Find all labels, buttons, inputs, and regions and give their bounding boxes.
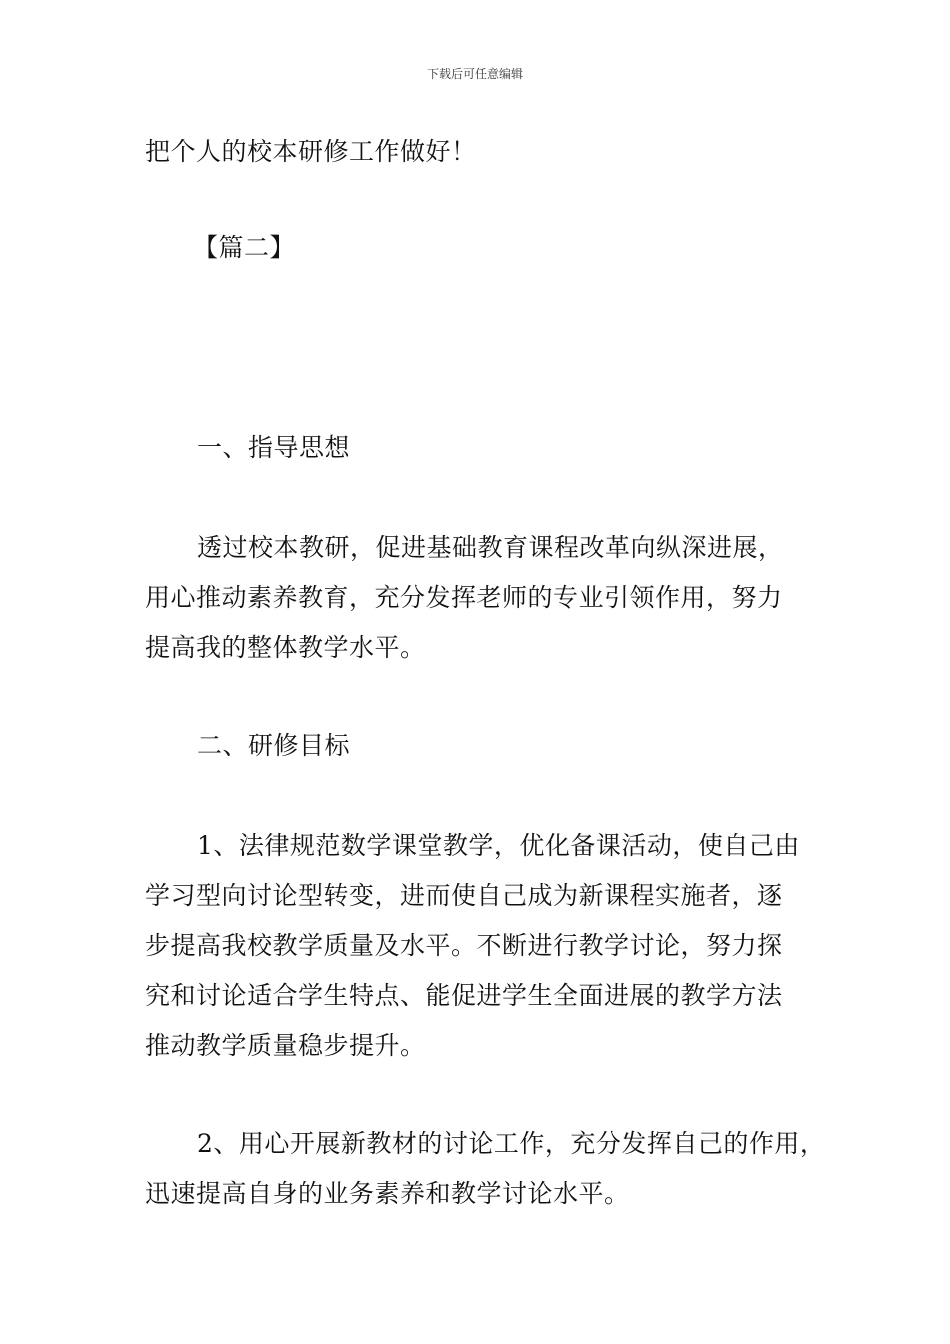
- list-item-line: 步提高我校教学质量及水平。不断进行教学讨论，努力探: [145, 931, 783, 960]
- list-item-line: 学习型向讨论型转变，进而使自己成为新课程实施者，逐: [145, 881, 783, 910]
- section-title: 【篇二】: [193, 233, 296, 262]
- list-item-line: 1、法律规范数学课堂教学，优化备课活动，使自己由: [197, 831, 800, 860]
- list-item-line: 2、用心开展新教材的讨论工作，充分发挥自己的作用，: [197, 1129, 826, 1158]
- intro-closing-line: 把个人的校本研修工作做好！: [145, 137, 477, 166]
- paragraph-line: 提高我的整体教学水平。: [145, 633, 426, 662]
- list-item-line: 迅速提高自身的业务素养和教学讨论水平。: [145, 1179, 630, 1208]
- page-header: 下载后可任意编辑: [426, 67, 523, 81]
- list-item-line: 推动教学质量稳步提升。: [145, 1031, 426, 1060]
- paragraph-line: 用心推动素养教育，充分发挥老师的专业引领作用，努力: [145, 583, 783, 612]
- list-item-line: 究和讨论适合学生特点、能促进学生全面进展的教学方法: [145, 981, 783, 1010]
- heading-study-goals: 二、研修目标: [197, 731, 351, 760]
- heading-guiding-thought: 一、指导思想: [197, 433, 351, 462]
- paragraph-line: 透过校本教研，促进基础教育课程改革向纵深进展，: [197, 533, 784, 562]
